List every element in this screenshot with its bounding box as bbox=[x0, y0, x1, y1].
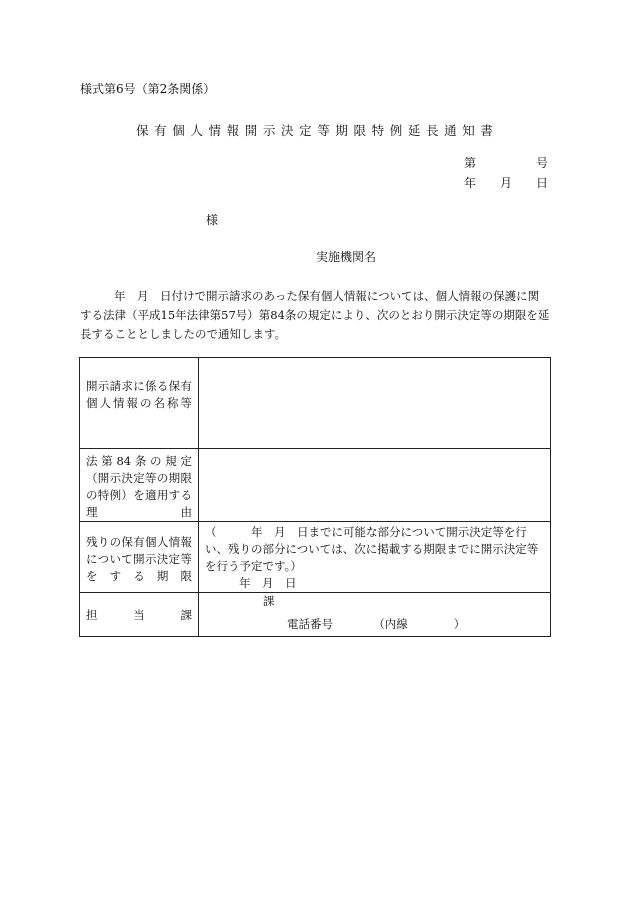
row-label-cell bbox=[80, 358, 199, 449]
table-row bbox=[80, 449, 551, 522]
form-label: 様式第6号（第2条関係） bbox=[80, 82, 216, 96]
table-row bbox=[80, 593, 551, 637]
deadline-label: 残りの保有個人情報について開示決定等をする期限 bbox=[86, 535, 192, 583]
row-label-cell bbox=[80, 449, 199, 522]
reason-value bbox=[199, 449, 551, 522]
deadline-text: （ 年 月 日までに可能な部分について開示決定等を行い、残りの部分については、次に掲載する期限までに開示決定等を行う予定です。） bbox=[205, 525, 539, 573]
table-row bbox=[80, 358, 551, 449]
deadline-cell bbox=[199, 522, 551, 593]
notice-body: 年 月 日付けで開示請求のあった保有個人情報については、個人情報の保護に関する法律（平成15年法律第57号）第84条の規定により、次のとおり開示決定等の期限を延長することとしましたので通知します。 bbox=[80, 289, 550, 341]
addressee: 様 bbox=[206, 213, 219, 227]
table-row bbox=[80, 522, 551, 593]
reason-label: 法第84条の規定（開示決定等の期限の特例）を適用する理由 bbox=[86, 454, 192, 519]
details-table bbox=[79, 357, 551, 637]
row-label-cell bbox=[80, 522, 199, 593]
deadline-date: 年 月 日 bbox=[239, 576, 297, 590]
agency-name: 実施機関名 bbox=[316, 250, 377, 264]
phone-number: 電話番号 （内線 ） bbox=[287, 617, 466, 631]
info-name-label: 開示請求に係る保有個人情報の名称等 bbox=[86, 379, 192, 410]
info-name-value bbox=[199, 358, 551, 449]
reference-number: 第 号 bbox=[464, 156, 549, 170]
row-label-cell bbox=[80, 593, 199, 637]
contact-cell bbox=[199, 593, 551, 637]
section-label: 担 当 課 bbox=[86, 608, 192, 622]
section-name: 課 bbox=[263, 594, 275, 608]
issue-date: 年 月 日 bbox=[464, 176, 549, 190]
document-title: 保有個人情報開示決定等期限特例延長通知書 bbox=[136, 123, 499, 138]
